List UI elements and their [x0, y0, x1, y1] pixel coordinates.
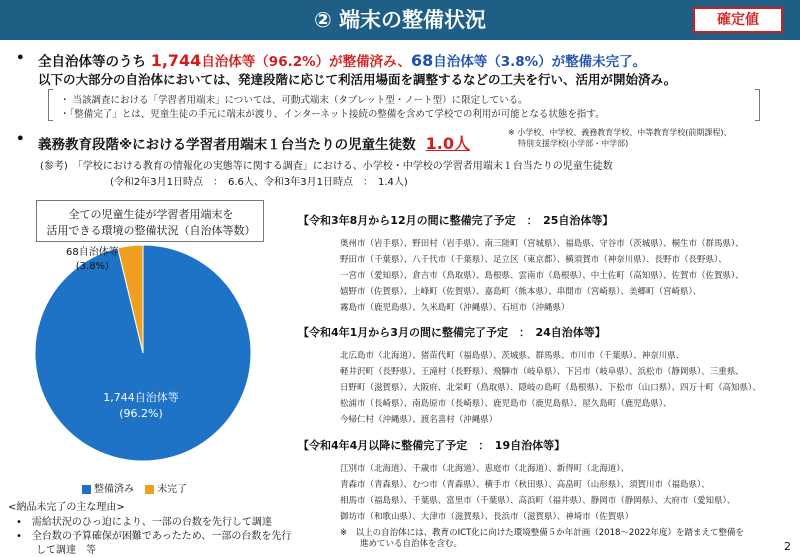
ratio-footnote-line: ※ 小学校、中学校、義務教育学校、中等教育学校(前期課程)、 — [508, 128, 732, 137]
summary-count-pending: 68 — [410, 51, 434, 70]
municipality-line: 日野町（滋賀県）、大阪府、北栄町（鳥取県）、隠岐の島町（島根県）、下松市（山口県）、四万十町（高知県）、 — [340, 383, 761, 393]
ratio-label: 義務教育段階※における学習者用端末１台当たりの児童生徒数 — [38, 137, 416, 153]
municipality-line: 嬉野市（佐賀県）、上峰町（佐賀県）、嘉島町（熊本県）、串間市（宮崎県）、美郷町（宮崎県）、 — [340, 287, 702, 297]
summary-count-done: 1,744 — [150, 51, 202, 70]
pie-label-done-percent: (96.2%) — [119, 407, 163, 420]
reason-item: • 需給状況のひっ迫により、一部の台数を先行して調達 — [16, 517, 272, 528]
bullet-marker: • — [16, 131, 25, 147]
page-title: ② 端末の整備状況 — [313, 8, 487, 32]
pie-chart — [30, 240, 256, 466]
section-title: 【令和4年4月以降に整備完了予定 ： 19自治体等】 — [298, 439, 566, 452]
pie-title-line: 全ての児童生徒が学習者用端末を — [68, 208, 234, 221]
bullet-marker: • — [16, 50, 25, 66]
reference-line: (参考) 「学校における教育の情報化の実態等に関する調査」における、小学校・中学校の学習者用端末１台当たりの児童生徒数 — [40, 161, 613, 172]
reference-line: (令和2年3月1日時点 ： 6.6人、令和3年3月1日時点 ： 1.4人) — [110, 177, 408, 188]
header-bar — [0, 0, 800, 40]
note-box — [48, 89, 760, 121]
summary-line — [38, 50, 646, 70]
ratio-footnote-line: 特別支援学校(小学部・中学部) — [518, 139, 629, 148]
note-line: ・ 当該調査における「学習者用端末」については、可動式端末（タブレット型・ノート型）に限定している。 — [60, 95, 528, 106]
pie-label-pending-percent: (3.8%) — [75, 261, 109, 272]
pie-legend — [82, 480, 187, 495]
legend-label-done: 整備済み — [94, 484, 134, 495]
pie-label-done — [86, 390, 196, 422]
ratio-footnote — [508, 127, 732, 149]
municipality-line: 青森市（青森県）、むつ市（青森県）、横手市（秋田県）、高畠町（山形県）、須賀川市（福島県）、 — [340, 480, 710, 490]
note-line: ・「整備完了」とは、児童生徒の手元に端末が渡り、インターネット接続の整備を含めて学校での利用が可能となる状態を指す。 — [60, 109, 605, 120]
municipality-line: 松浦市（長崎県）、南島原市（長崎県）、鹿児島市（鹿児島県）、屋久島町（鹿児島県）、 — [340, 399, 672, 409]
municipality-line: 軽井沢町（長野県）、王滝村（長野県）、飛騨市（岐阜県）、下呂市（岐阜県）、浜松市（静岡県）、三重県、 — [340, 367, 744, 377]
ratio-line — [38, 131, 470, 154]
municipality-line: 野田市（千葉県）、八千代市（千葉県）、足立区（東京都）、横須賀市（神奈川県）、長野市（長野県）、 — [340, 255, 727, 265]
municipality-line: 今帰仁村（沖縄県）、渡名喜村（沖縄県） — [340, 415, 498, 425]
ratio-value: 1.0人 — [425, 134, 470, 153]
pie-label-pending-count: 68自治体等 — [66, 247, 119, 258]
reason-item: • 全台数の予算確保が困難であったため、一部の台数を先行 — [16, 531, 292, 542]
status-badge: 確定値 — [693, 7, 783, 33]
summary-text-1: 全自治体等のうち — [38, 54, 151, 70]
municipality-line: 霧島市（鹿児島県）、久米島町（沖縄県）、石垣市（沖縄県） — [340, 303, 570, 313]
pie-label-done-count: 1,744自治体等 — [103, 391, 179, 404]
municipality-line: 奥州市（岩手県）、野田村（岩手県）、南三陸町（宮城県）、福島県、守谷市（茨城県）、桐生市（群馬県）、 — [340, 239, 744, 249]
municipality-line: 北広島市（北海道）、猪苗代町（福島県）、茨城県、群馬県、市川市（千葉県）、神奈川県、 — [340, 351, 685, 361]
summary-line-2: 以下の大部分の自治体においては、発達段階に応じて利活用場面を調整するなどの工夫を行い、活用が開始済み。 — [38, 72, 677, 87]
summary-text-2: 自治体等（96.2%）が整備済み、 — [201, 54, 411, 70]
section-title: 【令和3年8月から12月の間に整備完了予定 ： 25自治体等】 — [298, 214, 614, 227]
footnote-line — [340, 528, 744, 539]
summary-text-3: 自治体等（3.8%）が整備未完了。 — [433, 54, 647, 70]
legend-label-pending: 未完了 — [157, 484, 188, 495]
reason-item: して調達 等 — [16, 545, 96, 556]
note-bracket-left — [48, 89, 53, 121]
pie-title-line: 活用できる環境の整備状況（自治体等数） — [46, 224, 256, 237]
municipality-line: 御坊市（和歌山県）、大津市（滋賀県）、長浜市（滋賀県）、神埼市（佐賀県） — [340, 512, 634, 522]
pie-title-box — [36, 200, 264, 242]
municipality-line: 相馬市（福島県）、千葉県、富里市（千葉県）、高浜町（福井県）、静岡市（静岡県）、大府市（愛知県）、 — [340, 496, 736, 506]
footnote-mark: ※ — [340, 528, 348, 538]
legend-swatch-done — [82, 485, 91, 494]
note-bracket-right — [755, 89, 760, 121]
legend-swatch-pending — [145, 485, 154, 494]
footnote-line: 進めている自治体を含む。 — [360, 539, 463, 549]
footnote-text: 以上の自治体には、教育のICT化に向けた環境整備５か年計画（2018～2022年度）を踏まえて整備を — [355, 528, 745, 538]
page-number: 2 — [784, 540, 791, 553]
municipality-line: 江別市（北海道）、千歳市（北海道）、恵庭市（北海道）、新得町（北海道）、 — [340, 464, 630, 474]
reasons-title: <納品未完了の主な理由> — [8, 502, 125, 513]
section-title: 【令和4年1月から3月の間に整備完了予定 ： 24自治体等】 — [298, 326, 606, 339]
municipality-line: 一宮市（愛知県）、倉吉市（鳥取県）、島根県、雲南市（島根県）、中土佐町（高知県）、佐賀市（佐賀県）、 — [340, 271, 744, 281]
footnote — [340, 528, 744, 550]
pie-label-pending — [66, 246, 119, 274]
